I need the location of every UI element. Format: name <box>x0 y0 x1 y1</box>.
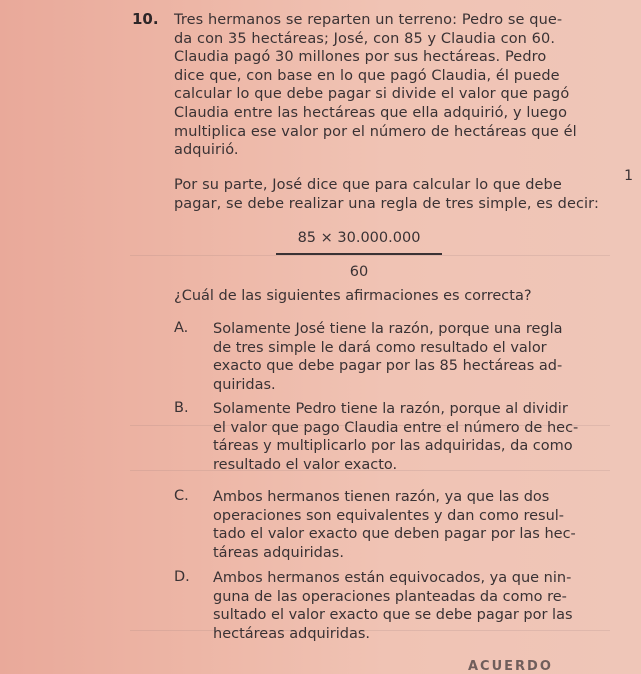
statement-line: Claudia pagó 30 millones por sus hectáreas. Pedro <box>174 49 547 66</box>
jose-statement <box>174 176 614 213</box>
option-a-text <box>213 320 613 394</box>
option-a-letter: A. <box>174 320 189 336</box>
statement-line: Tres hermanos se reparten un terreno: Pedro se que- <box>174 12 563 28</box>
statement-line: adquirió. <box>174 142 239 159</box>
option-d-letter: D. <box>174 569 190 585</box>
option-line: guna de las operaciones planteadas da como re- <box>213 588 567 605</box>
question-number: 10. <box>132 10 159 28</box>
option-b-letter: B. <box>174 400 189 416</box>
option-line: tado el valor exacto que deben pagar por las hec- <box>213 526 576 543</box>
option-line: Solamente Pedro tiene la razón, porque al dividir <box>213 401 568 417</box>
option-b-text <box>213 400 613 474</box>
option-line: el valor que pago Claudia entre el número de hec- <box>213 419 579 436</box>
cut-off-heading: ACUERDO <box>468 659 553 674</box>
statement-line: multiplica ese valor por el número de hectáreas que él <box>174 123 577 140</box>
option-line: Ambos hermanos tienen razón, ya que las dos <box>213 489 550 505</box>
statement-line: pagar, se debe realizar una regla de tres simple, es decir: <box>174 195 599 212</box>
fraction-numerator: 85 × 30.000.000 <box>297 230 421 246</box>
problem-statement <box>174 11 614 160</box>
margin-mark: 1 <box>624 168 633 184</box>
statement-line: Claudia entre las hectáreas que ella adquirió, y luego <box>174 104 568 121</box>
question-prompt: ¿Cuál de las siguientes afirmaciones es correcta? <box>174 288 532 304</box>
option-line: quiridas. <box>213 376 276 393</box>
option-line: sultado el valor exacto que se debe pagar por las <box>213 607 573 624</box>
option-line: táreas adquiridas. <box>213 544 344 561</box>
fraction-denominator: 60 <box>349 263 369 280</box>
statement-line: Por su parte, José dice que para calcular lo que debe <box>174 177 562 193</box>
option-c-letter: C. <box>174 488 189 504</box>
fraction-expression <box>276 230 442 280</box>
option-d-text <box>213 569 613 643</box>
statement-line: calcular lo que debe pagar si divide el valor que pagó <box>174 86 570 103</box>
option-line: operaciones son equivalentes y dan como resul- <box>213 507 565 524</box>
option-c-text <box>213 488 613 562</box>
option-line: Ambos hermanos están equivocados, ya que nin- <box>213 570 572 586</box>
option-line: Solamente José tiene la razón, porque una regla <box>213 321 563 337</box>
statement-line: da con 35 hectáreas; José, con 85 y Claudia con 60. <box>174 30 556 47</box>
option-line: táreas y multiplicarlo por las adquiridas, da como <box>213 438 573 455</box>
option-line: de tres simple le dará como resultado el valor <box>213 339 547 356</box>
statement-line: dice que, con base en lo que pagó Claudia, él puede <box>174 67 560 84</box>
option-line: resultado el valor exacto. <box>213 456 398 473</box>
option-line: hectáreas adquiridas. <box>213 625 371 642</box>
option-line: exacto que debe pagar por las 85 hectáreas ad- <box>213 358 563 375</box>
